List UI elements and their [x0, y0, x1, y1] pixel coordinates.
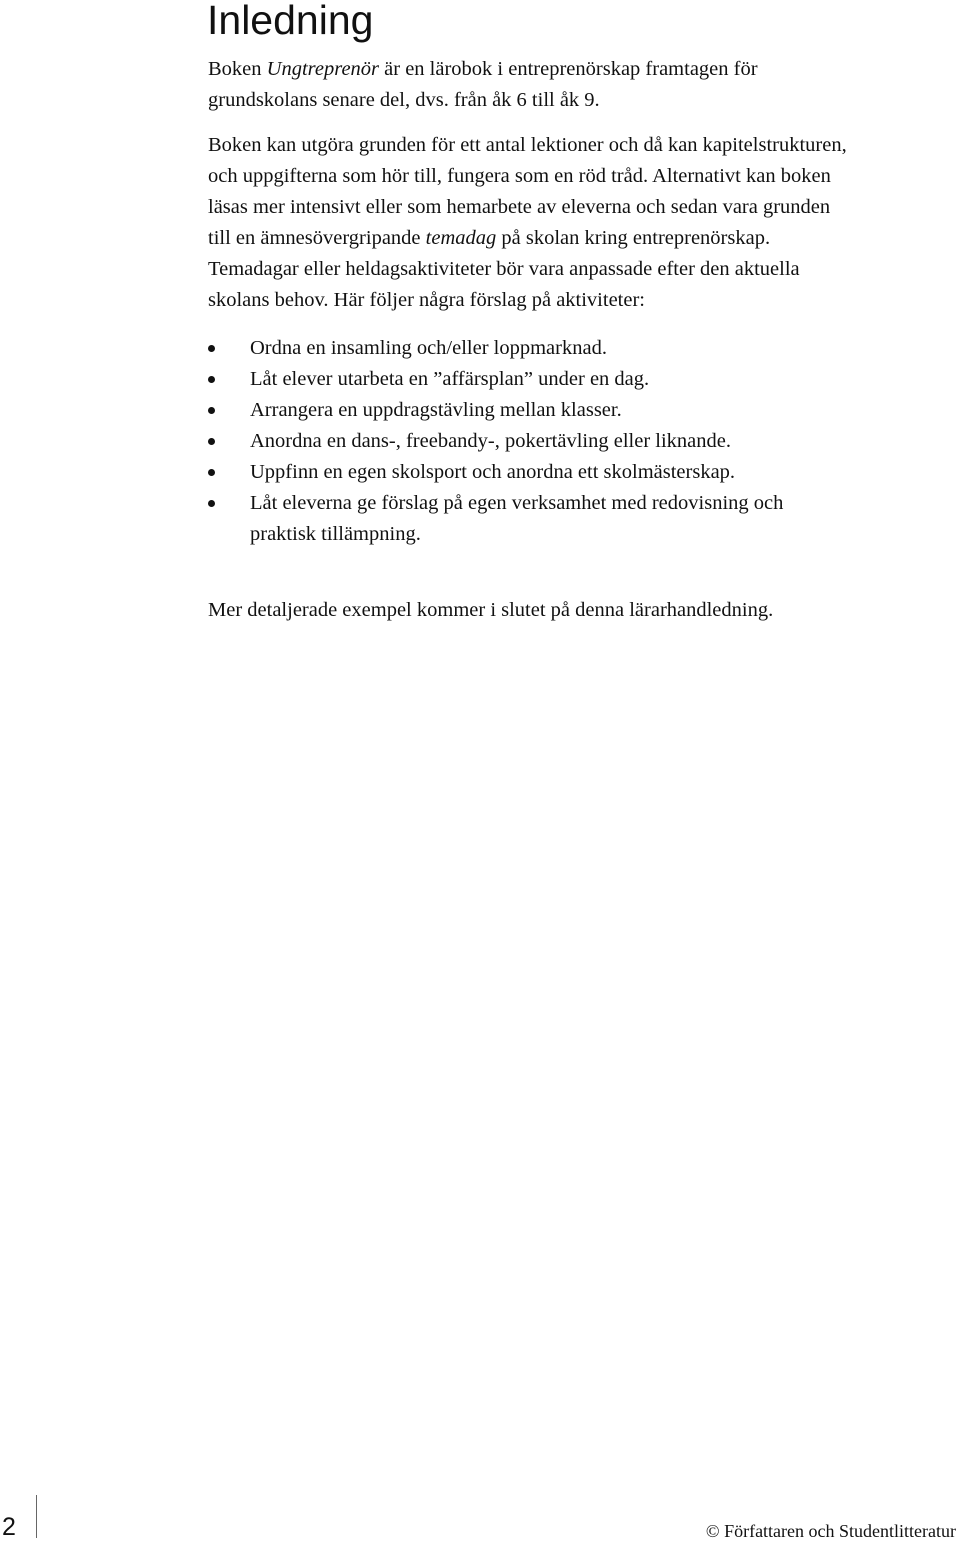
main-line-2: och uppgifterna som hör till, fungera som en röd tråd. Alternativt kan boken [208, 165, 831, 187]
main-line-4 [208, 223, 960, 254]
activity-list [208, 333, 960, 550]
page-title: Inledning [207, 0, 374, 43]
bullet-icon [208, 469, 215, 476]
list-item-text: Ordna en insamling och/eller loppmarknad. [250, 337, 607, 359]
list-item-text: Anordna en dans-, freebandy-, pokertävling eller liknande. [250, 430, 731, 452]
list-item [208, 488, 960, 550]
bullet-icon [208, 345, 215, 352]
list-item [208, 364, 960, 395]
page-number: 2 [2, 1513, 16, 1541]
book-title: Ungtreprenör [266, 58, 380, 80]
list-item-text: Arrangera en uppdragstävling mellan klasser. [250, 399, 622, 421]
intro-line-1 [208, 54, 960, 85]
closing-paragraph: Mer detaljerade exempel kommer i slutet på denna lärarhandledning. [208, 599, 774, 621]
intro-line-2: grundskolans senare del, dvs. från åk 6 till åk 9. [208, 89, 600, 111]
list-item-text-line-2: praktisk tillämpning. [250, 523, 421, 545]
bullet-icon [208, 500, 215, 507]
intro-prefix: Boken [208, 58, 267, 80]
intro-suffix: är en lärobok i entreprenörskap framtagen för [379, 58, 758, 80]
bullet-icon [208, 376, 215, 383]
temadag-emphasis: temadag [425, 227, 497, 249]
intro-paragraph [208, 54, 960, 116]
list-item-text-line-1: Låt eleverna ge förslag på egen verksamhet med redovisning och [250, 492, 784, 514]
list-item [208, 457, 960, 488]
main-line-1: Boken kan utgöra grunden för ett antal lektioner och då kan kapitelstrukturen, [208, 134, 847, 156]
list-item [208, 395, 960, 426]
footer-divider [36, 1495, 37, 1538]
main-paragraph [208, 130, 960, 316]
list-item-text: Låt elever utarbeta en ”affärsplan” under en dag. [250, 368, 650, 390]
bullet-icon [208, 407, 215, 414]
bullet-icon [208, 438, 215, 445]
copyright-notice: © Författaren och Studentlitteratur [705, 1521, 956, 1541]
document-body [208, 54, 960, 626]
list-item [208, 426, 960, 457]
main-line-6: skolans behov. Här följer några förslag på aktiviteter: [208, 289, 645, 311]
main-line-3: läsas mer intensivt eller som hemarbete av eleverna och sedan vara grunden [208, 196, 831, 218]
list-item-text: Uppfinn en egen skolsport och anordna ett skolmästerskap. [250, 461, 736, 483]
list-item [208, 333, 960, 364]
main-line-4-suffix: på skolan kring entreprenörskap. [496, 227, 771, 249]
main-line-4-prefix: till en ämnesövergripande [208, 227, 426, 249]
main-line-5: Temadagar eller heldagsaktiviteter bör vara anpassade efter den aktuella [208, 258, 800, 280]
